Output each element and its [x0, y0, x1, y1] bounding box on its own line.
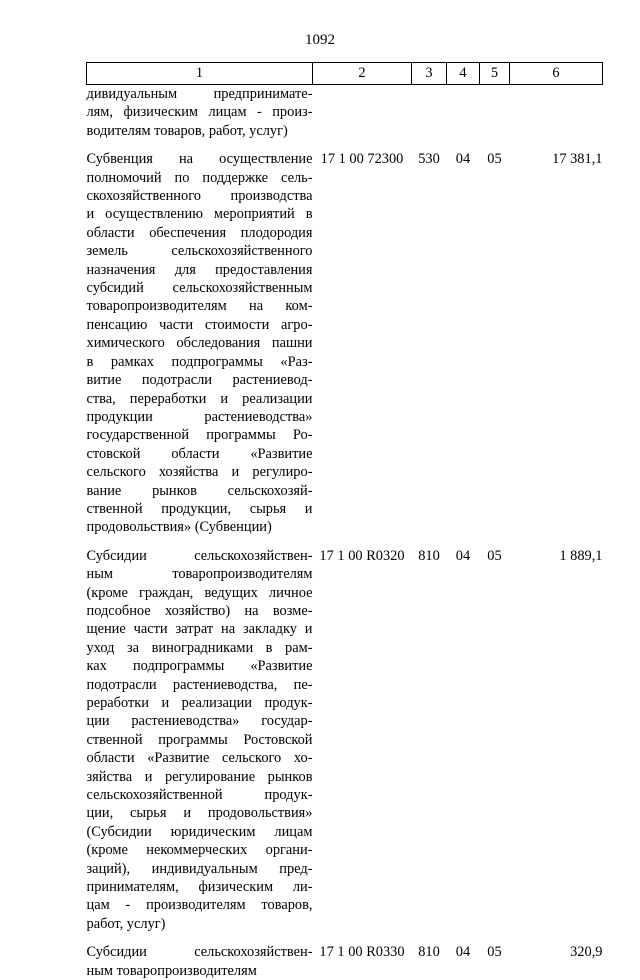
- row-amount: [510, 85, 603, 141]
- table-row: [87, 140, 603, 537]
- description-line: витие подотрасли растениевод-: [87, 371, 313, 389]
- description-line: принимателям, физическим ли-: [87, 878, 313, 896]
- row-subsection: 05: [480, 140, 510, 537]
- description-line: области обеспечения плодородия: [87, 224, 313, 242]
- description-line: в рамках подпрограммы «Раз-: [87, 353, 313, 371]
- description-line: стовской области «Развитие: [87, 445, 313, 463]
- row-description: [87, 933, 313, 980]
- description-line: лям, физическим лицам - произ-: [87, 103, 313, 121]
- table-row: [87, 85, 603, 141]
- description-line: ным товаропроизводителям: [87, 565, 313, 583]
- description-line: ции растениеводства» государ-: [87, 712, 313, 730]
- description-line: заций), индивидуальным пред-: [87, 860, 313, 878]
- row-subsection: 05: [480, 933, 510, 980]
- row-section: 04: [447, 140, 480, 537]
- description-line: вание рынков сельскохозяй-: [87, 482, 313, 500]
- description-line: назначения для предоставления: [87, 261, 313, 279]
- row-classification-code: 17 1 00 R0320: [313, 537, 412, 934]
- description-line: работ, услуг): [87, 915, 313, 933]
- description-line: пенсацию части стоимости агро-: [87, 316, 313, 334]
- description-line: сельскохозяйственной продук-: [87, 786, 313, 804]
- description-line: водителям товаров, работ, услуг): [87, 122, 313, 140]
- description-line: скохозяйственного производства: [87, 187, 313, 205]
- description-line: химического обследования пашни: [87, 334, 313, 352]
- description-line: ственной программы Ростовской: [87, 731, 313, 749]
- row-expense-type: 810: [412, 933, 447, 980]
- row-description: [87, 140, 313, 537]
- header-col-1: 1: [87, 63, 313, 85]
- description-line: Субвенция на осуществление: [87, 150, 313, 168]
- description-line: зяйства и регулирование рынков: [87, 768, 313, 786]
- row-expense-type: [412, 85, 447, 141]
- row-subsection: [480, 85, 510, 141]
- table-header: [87, 63, 603, 85]
- description-line: продукции растениеводства»: [87, 408, 313, 426]
- description-line: государственной программы Ро-: [87, 426, 313, 444]
- row-expense-type: 530: [412, 140, 447, 537]
- description-line: (кроме некоммерческих органи-: [87, 841, 313, 859]
- row-classification-code: 17 1 00 R0330: [313, 933, 412, 980]
- row-amount: 320,9: [510, 933, 603, 980]
- description-line: ках подпрограммы «Развитие: [87, 657, 313, 675]
- row-classification-code: [313, 85, 412, 141]
- description-line: подсобное хозяйство) на возме-: [87, 602, 313, 620]
- description-line: ции, сырья и продовольствия»: [87, 804, 313, 822]
- row-section: [447, 85, 480, 141]
- description-line: ственной продукции, сырья и: [87, 500, 313, 518]
- header-row: [87, 63, 603, 85]
- description-line: подотрасли растениеводства, пе-: [87, 676, 313, 694]
- header-col-3: 3: [412, 63, 447, 85]
- row-expense-type: 810: [412, 537, 447, 934]
- row-section: 04: [447, 933, 480, 980]
- description-line: полномочий по поддержке сель-: [87, 169, 313, 187]
- header-col-4: 4: [447, 63, 480, 85]
- row-amount: 17 381,1: [510, 140, 603, 537]
- description-line: товаропроизводителям на ком-: [87, 297, 313, 315]
- page-number: 1092: [0, 32, 640, 49]
- row-description: [87, 85, 313, 141]
- description-line: продовольствия» (Субвенции): [87, 518, 313, 536]
- header-col-5: 5: [480, 63, 510, 85]
- description-line: реработки и реализации продук-: [87, 694, 313, 712]
- budget-table: [86, 62, 603, 980]
- description-line: субсидий сельскохозяйственным: [87, 279, 313, 297]
- description-line: ным товаропроизводителям: [87, 962, 313, 980]
- row-amount: 1 889,1: [510, 537, 603, 934]
- description-line: Субсидии сельскохозяйствен-: [87, 943, 313, 961]
- description-line: (кроме граждан, ведущих личное: [87, 584, 313, 602]
- description-line: дивидуальным предпринимате-: [87, 85, 313, 103]
- description-line: ства, переработки и реализации: [87, 390, 313, 408]
- description-line: цам - производителям товаров,: [87, 896, 313, 914]
- description-line: Субсидии сельскохозяйствен-: [87, 547, 313, 565]
- description-line: сельского хозяйства и регулиро-: [87, 463, 313, 481]
- row-classification-code: 17 1 00 72300: [313, 140, 412, 537]
- row-section: 04: [447, 537, 480, 934]
- description-line: земель сельскохозяйственного: [87, 242, 313, 260]
- header-col-2: 2: [313, 63, 412, 85]
- description-line: щение части затрат на закладку и: [87, 620, 313, 638]
- table-row: [87, 933, 603, 980]
- row-subsection: 05: [480, 537, 510, 934]
- table-row: [87, 537, 603, 934]
- description-line: уход за виноградниками в рам-: [87, 639, 313, 657]
- row-description: [87, 537, 313, 934]
- header-col-6: 6: [510, 63, 603, 85]
- description-line: (Субсидии юридическим лицам: [87, 823, 313, 841]
- description-line: области «Развитие сельского хо-: [87, 749, 313, 767]
- table-body: [87, 85, 603, 980]
- description-line: и осуществлению мероприятий в: [87, 205, 313, 223]
